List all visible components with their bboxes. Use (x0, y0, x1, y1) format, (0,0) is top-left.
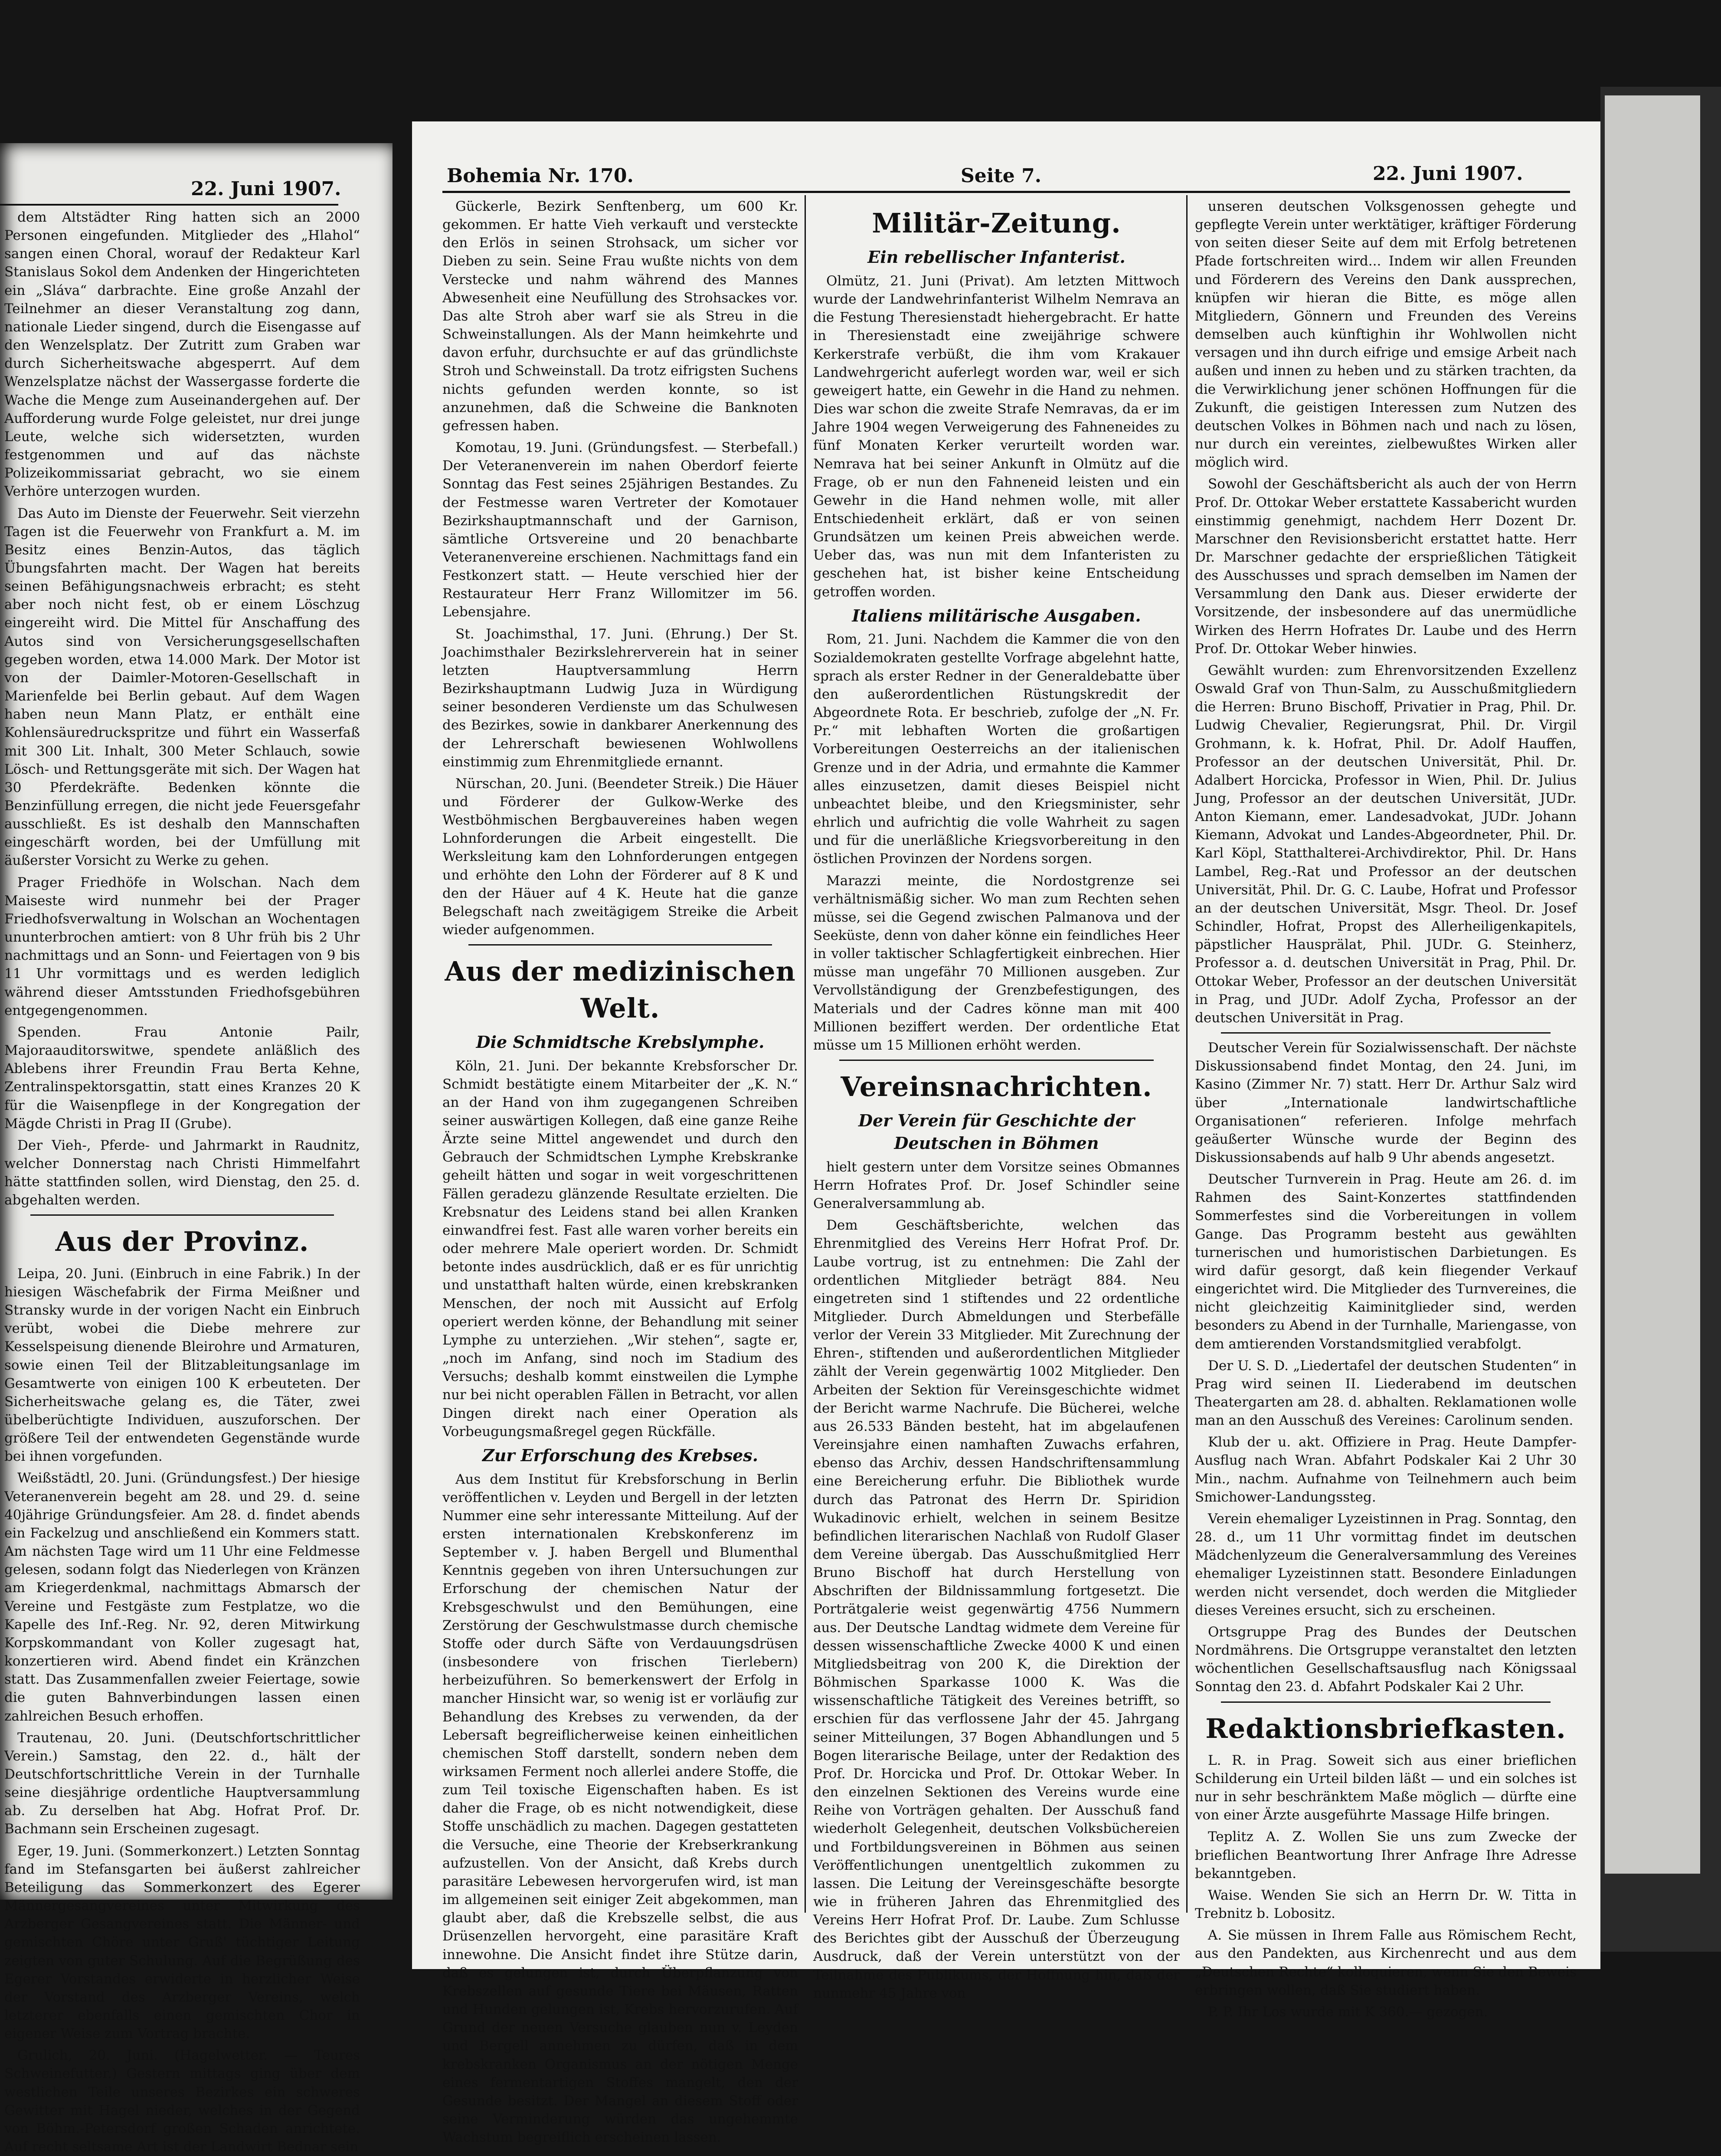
separator (468, 944, 772, 945)
military-article-2: Rom, 21. Juni. Nachdem die Kammer die von den Sozialdemokraten gestellte Vorfrage abgelehnt hatte, sprach als erster Redner in der Generaldebatte über den außerordentlichen Rüstungskredit der Abgeordnete Rota. Er beschrieb, zufolge der „N. Fr. Pr.“ mit lebhaften Worten die großartigen Vorbereitungen Oesterreichs an der italienischen Grenze und in der Adria, und ermahnte die Kammer alles einzusetzen, damit dieses Beispiel nicht unbeachtet bleibe, und den Kriegsminister, sehr ehrlich und aufrichtig die volle Wahrheit zu sagen und für die unerläßliche Kriegsvorbereitung in den östlichen Provinzen der Nordens sorgen. (813, 631, 1180, 867)
clubs-notice-2: Deutscher Turnverein in Prag. Heute am 26. d. im Rahmen des Saint-Konzertes stattfindenden Sommerfestes sind die Vorbereitungen in vollem Gange. Das Programm besteht aus gewählten turnerischen und humoristischen Darbietungen. Es wird dafür gesorgt, daß kein fliegender Verkauf eingerichtet wird. Die Mitglieder des Turnvereines, die nicht gleichzeitig Kaiminitglieder sind, werden besonders zu Abend in der Turnhalle, Mariengasse, von dem amtierenden Vorstandsmitglied verabfolgt. (1195, 1171, 1577, 1352)
separator (30, 1214, 334, 1216)
left-page (0, 143, 393, 2155)
mailbox-entry-2: Teplitz A. Z. Wollen Sie uns zum Zwecke der brieflichen Beantwortung Ihrer Anfrage Ihre Adresse bekanntgeben. (1195, 1829, 1577, 1881)
section-heading-military: Militär-Zeitung. (872, 207, 1121, 239)
clubs-notice-1: Deutscher Verein für Sozialwissenschaft. Der nächste Diskussionsabend findet Montag, den 24. Juni, im Kasino (Zimmer Nr. 7) statt. Herr Dr. Arthur Salz wird über „Internationale landwirtschaftliche Organisationen“ referieren. Infolge mehrfach geäußerter Wünsche wurde der Beginn des Diskussionsabends auf halb 9 Uhr abends angesetzt. (1195, 1040, 1577, 1165)
military-article-1: Olmütz, 21. Juni (Privat). Am letzten Mittwoch wurde der Landwehrinfanterist Wilhelm Nemrava an die Festung Theresienstadt hiehergebracht. Er hatte in Theresienstadt eine zweijährige schwere Kerkerstrafe verbüßt, die ihm vom Krakauer Landwehrgericht auferlegt worden war, weil er sich geweigert hatte, ein Gewehr in die Hand zu nehmen. Dies war schon die zweite Strafe Nemravas, da er im Jahre 1904 wegen Verweigerung des Fahneneides zu fünf Monaten Kerker verurteilt worden war. Nemrava hat bei seiner Ankunft in Olmütz auf die Frage, ob er nun den Fahneneid leisten und ein Gewehr in die Hand nehmen wolle, mit aller Entschiedenheit erklärt, daß er von seinen Grundsätzen um keinen Preis abweichen werde. Ueber das, was nun mit dem Infanteristen zu geschehen hat, ist bisher keine Entscheidung getroffen worden. (813, 273, 1180, 600)
medical-article-2: Aus dem Institut für Krebsforschung in Berlin veröffentlichen v. Leyden und Bergell in der letzten Nummer eine sehr interessante Mitteilung. Auf der ersten internationalen Krebskonferenz im September v. J. haben Bergell und Blumenthal Kenntnis gegeben von ihren Untersuchungen zur Erforschung der chemischen Natur der Krebsgeschwulst und den Bemühungen, eine Zerstörung der Geschwulstmasse durch chemische Stoffe oder durch Säfte von Verdauungsdrüsen (insbesondere von frischen Tierlebern) herbeizuführen. So bemerkenswert der Erfolg in mancher Hinsicht war, so wenig ist er vorläufig zur Behandlung des Krebses zu verwenden, da der Lebersaft begreiflicherweise keinen einheitlichen chemischen Stoff darstellt, sondern neben dem wirksamen Ferment noch allerlei andere Stoffe, die zum Teil toxische Eigenschaften haben. Es ist daher die Frage, ob es nicht notwendigkeit, diese Stoffe unschädlich zu machen. Dagegen gestatteten die Versuche, eine Theorie der Krebserkrankung aufzustellen. Von der Ansicht, daß Krebs durch parasitäre Lebewesen hervorgerufen wird, ist man im allgemeinen seit einiger Zeit abgekommen, man glaubt aber, daß die Krebszelle selbst, die aus Drüsenzellen hervorgeht, eine parasitäre Kraft innewohne. Die Ansicht findet ihre Stütze darin, daß es gelungen ist, durch Überpflanzung von Krebszellen auf gesunde Tiere bei Mäusen, Ratten und Hunden gelungen ist, Krebs hervorzurufen. Auf Grund der neuen Versuche glauben nun v. Leyden und Bergell annehmen zu dürfen, daß in dem krebskranken Organismus an der nötigen Menge eines fermentartigen Stoffes mangelt, den der Gesunde besitzt. Der Mangel an diesem Stoff oder seine Verminderung würden das ungehemmte Wachstum begreiflich erscheinen lassen. (442, 1471, 798, 2146)
clubs-notice-3: Der U. S. D. „Liedertafel der deutschen Studenten“ in Prag wird seinen II. Liederabend im deutschen Theatergarten am 28. d. abhalten. Reklamationen wolle man an den Ausschuß des Vereines: Carolinum senden. (1195, 1358, 1577, 1429)
clubs-notice-5: Verein ehemaliger Lyzeistinnen in Prag. Sonntag, den 28. d., um 11 Uhr vormittag findet im deutschen Mädchenlyzeum die Generalversammlung des Vereines ehemaliger Lyzeistinnen statt. Besondere Einladungen werden nicht versendet, doch werden die Mitglieder dieses Vereines ersucht, sich zu erscheinen. (1195, 1511, 1577, 1618)
page-number: Seite 7. (961, 165, 1042, 187)
separator (1221, 1701, 1551, 1703)
section-heading-medical: Aus der medizinischen Welt. (445, 955, 796, 1024)
column-1 (442, 197, 798, 2146)
right-page-sheet (1605, 95, 1700, 1874)
section-heading-mailbox: Redaktionsbriefkasten. (1205, 1712, 1566, 1744)
left-article-4: Spenden. Frau Antonie Pailr, Majoraauditorswitwe, spendete anläßlich des Ablebens ihrer Freundin Frau Berta Kehne, Zentralinspektorsgattin, statt eines Kranzes 20 K für die Waisenpflege in der Kongregation der Mägde Christi in Prag II (Grube). (4, 1024, 360, 1132)
col1-article-3: St. Joachimsthal, 17. Juni. (Ehrung.) Der St. Joachimsthaler Bezirkslehrerverein hat in seiner letzten Hauptversammlung Herrn Bezirkshauptmann Ludwig Juza in Würdigung seiner besonderen Verdienste um das Schulwesen des Bezirkes, sowie in dankbarer Anerkennung des der Lehrerschaft bewiesenen Wohlwollens einstimmig zum Ehrenmitgliede ernannt. (442, 626, 798, 770)
main-page (412, 121, 1600, 2146)
left-page-date: 22. Juni 1907. (191, 178, 341, 200)
subheading-italiens-ausgaben: Italiens militärische Ausgaben. (852, 605, 1141, 625)
mailbox-entry-3: Waise. Wenden Sie sich an Herrn Dr. W. Titta in Trebnitz b. Lobositz. (1195, 1887, 1577, 1922)
clubs-notice-6: Ortsgruppe Prag des Bundes der Deutschen Nordmährens. Die Ortsgruppe veranstaltet den letzten wöchentlichen Gesellschaftsausflug nach Königssaal Sonntag den 23. d. Abfahrt Podskaler Kai 2 Uhr. (1195, 1624, 1577, 1695)
left-article-1: dem Altstädter Ring hatten sich an 2000 Personen eingefunden. Mitglieder des „Hlahol“ sangen einen Choral, worauf der Redakteur Karl Stanislaus Sokol dem Andenken der Hingerichteten ein „Sláva“ darbrachte. Eine große Anzahl der Teilnehmer an dieser Veranstaltung zog dann, nationale Lieder singend, durch die Eisengasse auf den Wenzelsplatz. Der Zutritt zum Graben war durch Sicherheitswache abgesperrt. Auf dem Wenzelsplatze nächst der Wassergasse forderte die Wache die Menge zum Auseinandergehen auf. Der Aufforderung wurde Folge geleistet, nur drei junge Leute, welche sich widersetzten, wurden festgenommen und auf das nächste Polizeikommissariat gebracht, wo sie einem Verhöre unterzogen wurden. (4, 209, 360, 500)
province-article-1: Leipa, 20. Juni. (Einbruch in eine Fabrik.) In der hiesigen Wäschefabrik der Firma Meißner und Stransky wurde in der vorigen Nacht ein Einbruch verübt, wobei die Diebe mehrere zur Kesselspeisung dienende Bleirohre und Armaturen, sowie einen Teil der Blitzableitungsanlage im Gesamtwerte von einigen 100 K erbeuteten. Der Sicherheitswache gelang es, die Täter, zwei übelberüchtigte Individuen, auszuforschen. Der größere Teil der entwendeten Gegenstände wurde bei ihnen vorgefunden. (4, 1266, 360, 1465)
province-article-2: Weißstädtl, 20. Juni. (Gründungsfest.) Der hiesige Veteranenverein begeht am 28. und 29. d. seine 40jährige Gründungsfeier. Am 28. d. findet abends ein Fackelzug und anschließend ein Kommers statt. Am nächsten Tage wird um 11 Uhr eine Feldmesse gelesen, sodann folgt das Niederlegen von Kränzen am Kriegerdenkmal, nachmittags Abmarsch der Vereine und Festgäste zum Festplatze, wo die Kapelle des Inf.-Reg. Nr. 92, deren Mitwirkung Korpskommandant von Koller zugesagt hat, konzertieren wird. Abend findet ein Kränzchen statt. Das Zusammenfallen zweier Feiertage, sowie die guten Bahnverbindungen lassen einen zahlreichen Besuch erhoffen. (4, 1470, 360, 1724)
subheading-krebsforschung: Zur Erforschung des Krebses. (482, 1445, 758, 1465)
clubs-notice-4: Klub der u. akt. Offiziere in Prag. Heute Dampfer-Ausflug nach Wran. Abfahrt Podskaler Kai 2 Uhr 30 Min., nachm. Aufnahme von Teilnehmern auch beim Smichower-Landungssteg. (1195, 1434, 1577, 1505)
column-rule-1 (805, 195, 806, 1913)
subheading-krebslymphe: Die Schmidtsche Krebslymphe. (476, 1032, 765, 1052)
header-rule (442, 191, 1570, 193)
left-article-3: Prager Friedhöfe in Wolschan. Nach dem Maiseste wird nunmehr bei der Prager Friedhofsverwaltung in Wolschan an Wochentagen ununterbrochen amtiert: von 8 Uhr früh bis 2 Uhr nachmittags und an Sonn- und Feiertagen von 9 bis 11 Uhr vormittags und es werden lediglich während dieser Amtsstunden Friedhofsgebühren entgegengenommen. (4, 874, 360, 1018)
military-article-3: Marazzi meinte, die Nordostgrenze sei verhältnismäßig sicher. Wo man zum Rechten sehen müsse, sei die Gegend zwischen Palmanova und der Seeküste, denn von daher könne ein feindliches Heer in voller taktischer Schlagfertigkeit einbrechen. Hier müsse man ungefähr 70 Millionen ausgeben. Zur Vervollständigung der Grenzbefestigungen, des Materials und der Cadres könne man mit 400 Millionen beziffert werden. Der ordentliche Etat müsse um 15 Millionen erhöht werden. (813, 873, 1180, 1053)
clubs-article-1: hielt gestern unter dem Vorsitze seines Obmannes Herrn Hofrates Prof. Dr. Josef Schindler seine Generalversammlung ab. (813, 1159, 1180, 1212)
column-2 (813, 197, 1180, 2001)
clubs-article-3: unseren deutschen Volksgenossen gehegte und gepflegte Verein unter werktätiger, kräftiger Förderung von seiten dieser Seite auf dem mit Erfolg betretenen Pfade fortschreiten wird... Indem wir allen Freunden und Förderern des Vereins den Dank aussprechen, knüpfen wir hieran die Bitte, es möge allen Mitgliedern, Gönnern und Freunden des Vereins demselben auch künftighin ihr Wohlwollen nicht versagen und ihn durch eifrige und emsige Arbeit nach außen und innen zu heben und zu stärken trachten, da die Verwirklichung jener schönen Hoffnungen für die Zukunft, die geistigen Interessen zum Nutzen des deutschen Volkes in Böhmen nach und nach zu lösen, nur durch ein vereintes, zielbewußtes Wirken aller möglich wird. (1195, 199, 1577, 471)
left-article-5: Der Vieh-, Pferde- und Jahrmarkt in Raudnitz, welcher Donnerstag nach Christi Himmelfahrt hätte stattfinden sollen, wird Dienstag, den 25. d. abgehalten werden. (4, 1137, 360, 1208)
province-article-4: Eger, 19. Juni. (Sommerkonzert.) Letzten Sonntag fand im Stefansgarten bei äußerst zahlreicher Beteiligung das Sommerkonzert des Egerer Männergesangvereines unter Mitwirkung des Arzberger Gesangvereines statt. Die Männer- und gemischten Chöre unter Gruß' tüchtiger Leitung zeigten von guter Schulung. Auf die Begrüßung des Egerer Vorstandes erwiderte in herzlicher Weise der Vorstand des Arzberger Vereins, welch letzterer ebenfalls einen gemischten Chor in eigener Weise zum Vortrag brachte. (4, 1843, 360, 2042)
clubs-article-4: Sowohl der Geschäftsbericht als auch der von Herrn Prof. Dr. Ottokar Weber erstattete Kassabericht wurden einstimmig genehmigt, nachdem Herr Dozent Dr. Marschner den Revisionsbericht erstattet hatte. Herr Dr. Marschner gedachte der ersprießlichen Tätigkeit des Ausschusses und sprach demselben im Namen der Versammlung den Dank aus. Dieser erwiderte der Vorsitzende, der insbesondere auf das unermüdliche Wirken des Herrn Hofrates Dr. Laube und des Herrn Prof. Dr. Ottokar Weber hinwies. (1195, 476, 1577, 657)
col1-article-1: Gückerle, Bezirk Senftenberg, um 600 Kr. gekommen. Er hatte Vieh verkauft und versteckte den Erlös in seinen Strohsack, um sicher vor Dieben zu sein. Seine Frau wußte nichts von dem Verstecke und nahm während des Mannes Abwesenheit eine Neufüllung des Strohsackes vor. Das alte Stroh aber warf sie als Streu in die Schweinstallungen. Als der Mann heimkehrte und davon erfuhr, durchsuchte er auf das gründlichste Stroh und Schweinstall. Da trotz eifrigsten Suchens nichts gefunden werden konnte, so ist anzunehmen, daß die Schweine die Banknoten gefressen haben. (442, 199, 798, 434)
clubs-article-5: Gewählt wurden: zum Ehrenvorsitzenden Exzellenz Oswald Graf von Thun-Salm, zu Ausschußmitgliedern die Herren: Bruno Bischoff, Privatier in Prag, Phil. Dr. Ludwig Chevalier, Regierungsrat, Phil. Dr. Virgil Grohmann, k. k. Hofrat, Phil. Dr. Adolf Hauffen, Professor an der deutschen Universität, Phil. Dr. Adalbert Horcicka, Professor in Wien, Phil. Dr. Julius Jung, Professor an der deutschen Universität, JUDr. Anton Kiemann, emer. Landesadvokat, JUDr. Johann Kiemann, Advokat und Landes-Abgeordneter, Phil. Dr. Karl Köpl, Statthalterei-Archivdirektor, Phil. Dr. Hans Lambel, Reg.-Rat und Professor an der deutschen Universität, Phil. Dr. G. C. Laube, Hofrat und Professor an der deutschen Universität, Msgr. Theol. Dr. Josef Schindler, Hofrat, Propst des Allerheiligenkapitels, päpstlicher Hausprälat, Phil. JUDr. G. Steinherz, Professor a. d. deutschen Universität in Prag, Phil. Dr. Ottokar Weber, Professor an der deutschen Universität in Prag, und JUDr. Adolf Zycha, Professor an der deutschen Universität in Prag. (1195, 662, 1577, 1026)
column-rule-2 (1186, 195, 1188, 1913)
left-header-rule (0, 204, 338, 206)
separator (839, 1060, 1154, 1061)
col1-article-4: Nürschan, 20. Juni. (Beendeter Streik.) Die Häuer und Förderer der Gulkow-Werke des Westböhmischen Bergbauvereines haben wegen Lohnforderungen die Arbeit eingestellt. Die Werksleitung kam den Lohnforderungen entgegen und erhöhte den Lohn der Förderer auf 8 K und den der Häuer auf 4 K. Heute hat die ganze Belegschaft nach zweitägigem Streike die Arbeit wieder aufgenommen. (442, 775, 798, 938)
mailbox-entry-4: A. Sie müssen in Ihrem Falle aus Römischem Recht, aus den Pandekten, aus Kirchenrecht und aus dem „Deutschen Rechte“ kolloquieren, wenn Sie den Beweis erbringen wollen, daß Sie studiert haben. (1195, 1927, 1577, 1998)
left-article-2: Das Auto im Dienste der Feuerwehr. Seit vierzehn Tagen ist die Feuerwehr von Frankfurt a. M. im Besitz eines Benzin-Autos, das täglich Übungsfahrten macht. Der Wagen hat bereits seinen Befähigungsnachweis erbracht; es steht aber noch nicht fest, ob er einem Löschzug eingereiht wird. Die Mittel für Anschaffung des Autos sind von Versicherungsgesellschaften gegeben worden, etwa 14.000 Mark. Der Motor ist von der Daimler-Motoren-Gesellschaft in Marienfelde bei Berlin gebaut. Auf dem Wagen haben neun Mann Platz, er enthält eine Kohlensäuredruckspritze und führt ein Wasserfaß mit 300 Lit. Inhalt, 300 Meter Schlauch, sowie Lösch- und Rettungsgeräte mit sich. Der Wagen hat 30 Pferdekräfte. Bedenken könnte die Benzinfüllung erregen, die nicht jede Feuersgefahr ausschließt. Es ist deshalb den Mannschaften eingeschärft worden, bei der Umfüllung mit äußerster Vorsicht zu Werke zu gehen. (4, 505, 360, 869)
mailbox-entry-5: P. P. Ihr Los wurde mit K 360.— gezogen. (1208, 2004, 1488, 2020)
province-article-3: Trautenau, 20. Juni. (Deutschfortschrittlicher Verein.) Samstag, den 22. d., hält der Deutschfortschrittliche Verein in der Turnhalle seine diesjährige ordentliche Hauptversammlung ab. Zu derselben hat Abg. Hofrat Prof. Dr. Bachmann sein Erscheinen zugesagt. (4, 1730, 360, 1837)
subheading-verein-geschichte: Der Verein für Geschichte der Deutschen in Böhmen (858, 1111, 1135, 1153)
col1-article-2: Komotau, 19. Juni. (Gründungsfest. — Sterbefall.) Der Veteranenverein im nahen Oberdorf feierte Sonntag das Fest seines 25jährigen Bestandes. Zu der Festmesse waren Vertreter der Komotauer Bezirkshauptmannschaft und der Garnison, sämtliche Ortsvereine und 20 benachbarte Veteranenvereine erschienen. Nachmittags fand ein Festkonzert statt. — Heute verschied hier der Restaurateur Herr Franz Willomitzer im 56. Lebensjahre. (442, 440, 798, 620)
medical-article-1: Köln, 21. Juni. Der bekannte Krebsforscher Dr. Schmidt bestätigte einem Mitarbeiter der „K. N.“ an der Hand von ihm zugegangenen Schreiben seiner auswärtigen Kollegen, daß eine ganze Reihe Ärzte seine Mittel angewendet und durch den Gebrauch der Schmidtschen Lymphe Krebskranke geheilt hätten und sogar in weit vorgeschrittenen Fällen geradezu glänzende Resultate erzielten. Die Krebsnatur des Leidens stand bei allen Kranken einwandfrei fest. Fast alle waren vorher bereits ein oder mehrere Male operiert worden. Dr. Schmidt betonte indes ausdrücklich, daß er es für unrichtig und unstatthaft halten würde, einen krebskranken Menschen, der noch mit Aussicht auf Erfolg operiert werden könne, der Behandlung mit seiner Lymphe zu unterziehen. „Wir stehen“, sagte er, „noch im Anfang, sind noch im Stadium des Versuchs; deshalb kommt einstweilen die Lymphe nur bei nicht operablen Fällen in Betracht, vor allen Dingen direkt nach einer Operation als Vorbeugungsmaßregel gegen Rückfälle. (442, 1058, 798, 1440)
subheading-infanterist: Ein rebellischer Infanterist. (867, 247, 1126, 267)
separator (1221, 1032, 1551, 1034)
left-page-column (4, 208, 360, 2155)
column-3 (1195, 197, 1577, 2020)
section-heading-province: Aus der Provinz. (55, 1226, 309, 1258)
masthead-paper: Bohemia Nr. 170. (447, 165, 634, 187)
clubs-article-2: Dem Geschäftsberichte, welchen das Ehrenmitglied des Vereins Herr Hofrat Prof. Dr. Laube vortrug, ist zu entnehmen: Die Zahl der ordentlichen Mitglieder beträgt 884. Neu eingetreten sind 1 stiftendes und 22 ordentliche Mitglieder. Durch Abmeldungen und Sterbefälle verlor der Verein 33 Mitglieder. Mit Zurechnung der Ehren-, stiftenden und außerordentlichen Mitglieder zählt der Verein gegenwärtig 1002 Mitglieder. Den Arbeiten der Sektion für Vereinsgeschichte widmet der Bericht warme Nachrufe. Die Bücherei, welche aus 26.533 Bänden besteht, hat im abgelaufenen Vereinsjahre einen namhaften Zuwachs erfahren, ebenso das Archiv, dessen Handschriftensammlung eine Bereicherung erfuhr. Die Bibliothek wurde durch das Patronat des Herrn Dr. Spiridion Wukadinovic erhielt, welchen in seinem Besitze befindlichen literarischen Nachlaß von Rudolf Glaser dem Vereine übergab. Das Ausschußmitglied Herr Bruno Bischoff hat durch Herstellung von Abschriften der Bildnissammlung fortgesetzt. Die Porträtgalerie weist gegenwärtig 4756 Nummern aus. Der Deutsche Landtag widmete dem Vereine für dessen wissenschaftliche Zwecke 4000 K und einen Mitgliedsbeitrag von 200 K, die Direktion der Böhmischen Sparkasse 1000 K. Was die wissenschaftliche Tätigkeit des Vereines betrifft, so erschien für das verflossene Jahr der 45. Jahrgang seiner Mitteilungen, 37 Bogen Abhandlungen und 5 Bogen literarische Beilage, unter der Redaktion des Prof. Dr. Horcicka und Prof. Dr. Ottokar Weber. In den einzelnen Sektionen des Vereins wurde eine Reihe von Vorträgen gehalten. Der Ausschuß fand wiederholt Gelegenheit, deutschen Volksbüchereien und Fortbildungsvereinen in Böhmen aus seinen Veröffentlichungen unentgeltlich zukommen zu lassen. Die Leitung der Vereinsgeschäfte besorgte wie in früheren Jahren das Ehrenmitglied des Vereins Herr Hofrat Prof. Dr. Laube. Zum Schlusse des Berichtes gibt der Ausschuß der Überzeugung Ausdruck, daß der Verein unterstützt von der Teilnahme des Publikums, der Hoffnung hin, daß der nunmehr 45 Jahre von (813, 1217, 1180, 2001)
header-date: 22. Juni 1907. (1373, 163, 1523, 185)
province-article-5: Grulich, 20. Juni. (Hagelwetter. — Teures Schweinefutter.) Gestern mittags ging über dem westlichen Teile unseres Bezirkes ein schweres Gewitter mit Hagel nieder, welches in der Gegend von Böhm.-Petersdorf großen Schaden anrichtete. Auf recht seltsame Art ist der Landwirt Bednar sein (4, 2048, 360, 2155)
mailbox-entry-1: L. R. in Prag. Soweit sich aus einer brieflichen Schilderung ein Urteil bilden läßt — und ein solches ist nur in sehr beschränktem Maße möglich — dürfte eine von einer Ärzte ausgeführte Massage Hilfe bringen. (1195, 1752, 1577, 1823)
section-heading-clubs: Vereinsnachrichten. (841, 1071, 1152, 1103)
